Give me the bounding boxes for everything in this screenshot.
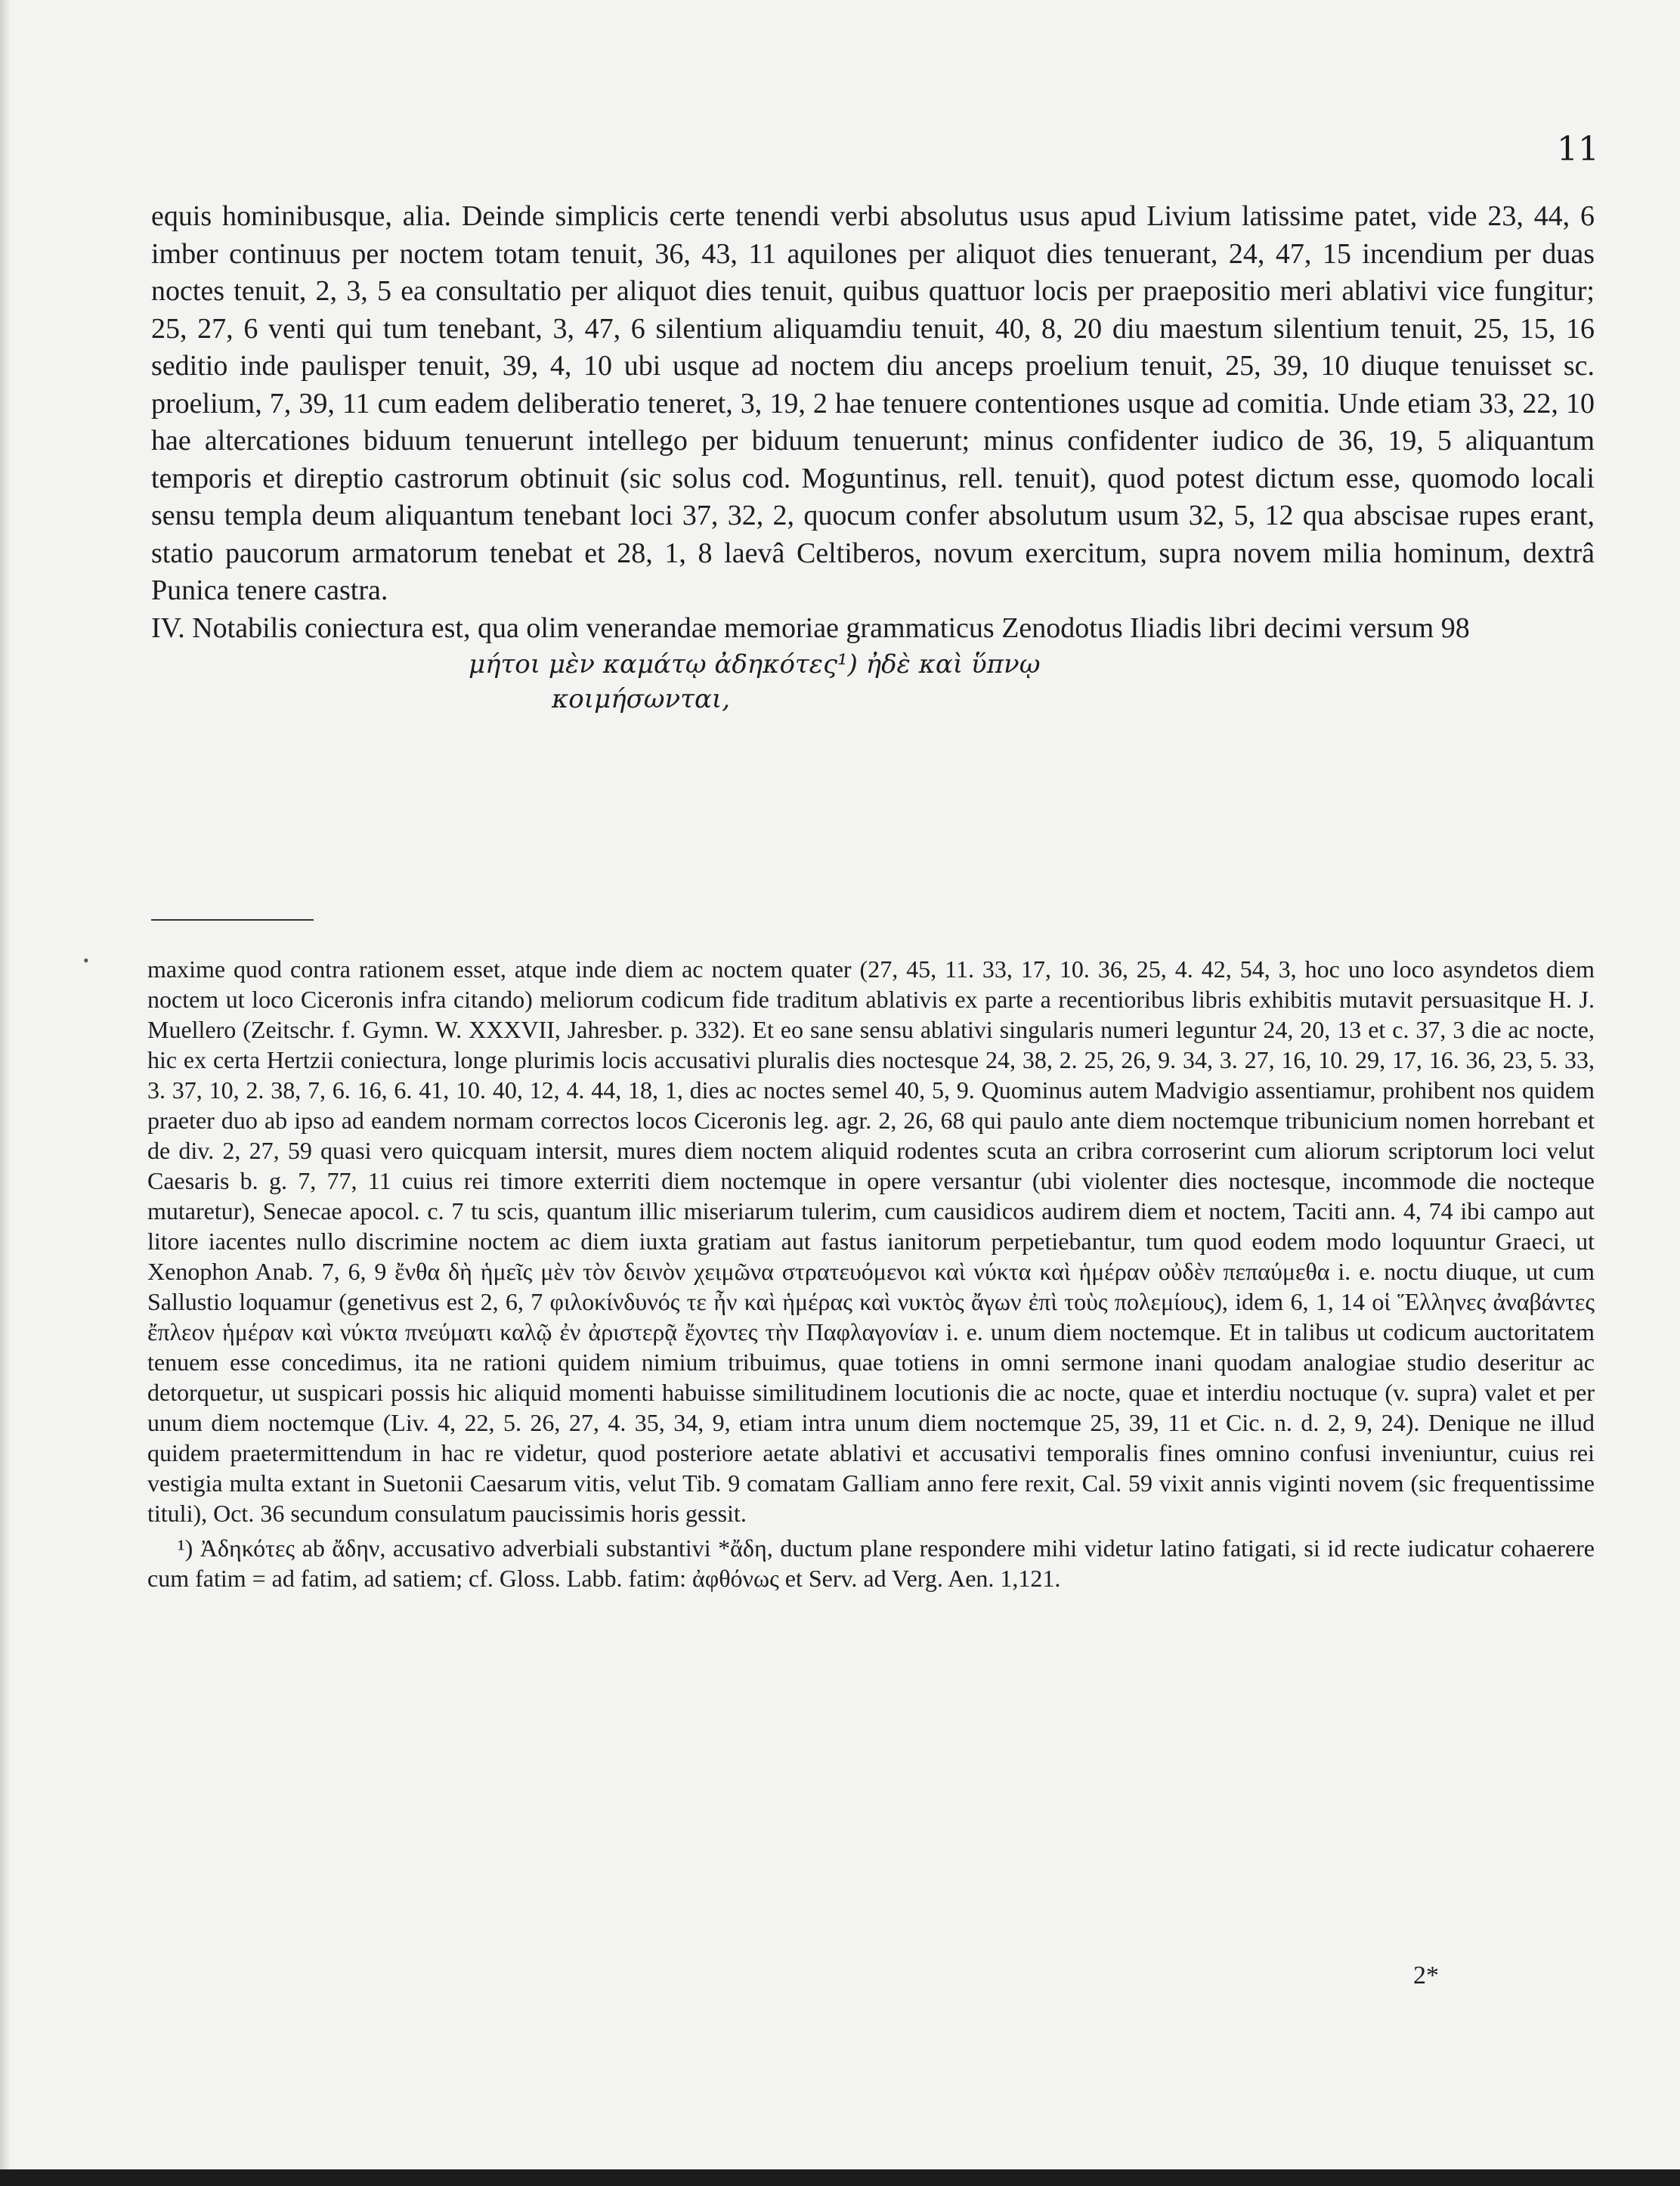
main-paragraph-2: IV. Notabilis coniectura est, qua olim venerandae memoriae grammaticus Zenodotus Iliadis libri decimi versum 98 bbox=[151, 612, 1470, 644]
main-paragraph-1: equis hominibusque, alia. Deinde simplicis certe tenendi verbi absolutus usus apud Livium latissime patet, vide 23, 44, 6 imber continuus per noctem totam tenuit, 36, 43, 11 aquilones per aliquot dies tenuerant, 24, 47, 15 incendium per duas noctes tenuit, 2, 3, 5 ea consultatio per aliquot dies tenuit, quibus quattuor locis per praepositio meri ablativi vice fungitur; 25, 27, 6 venti qui tum tenebant, 3, 47, 6 silentium aliquamdiu tenuit, 40, 8, 20 diu maestum silentium tenuit, 25, 15, 16 seditio inde paulisper tenuit, 39, 4, 10 ubi usque ad noctem diu anceps proelium tenuit, 25, 39, 10 diuque tenuisset sc. proelium, 7, 39, 11 cum eadem deliberatio teneret, 3, 19, 2 hae tenuere contentiones usque ad comitia. Unde etiam 33, 22, 10 hae altercationes biduum tenuerunt intellego per biduum tenuerunt; minus confidenter iudico de 36, 19, 5 aliquantum temporis et direptio castrorum obtinuit (sic solus cod. Moguntinus, rell. tenuit), quod potest dictum esse, quomodo locali sensu templa deum aliquantum tenebant loci 37, 32, 2, quocum confer absolutum usum 32, 5, 12 qua abscisae rupes erant, statio paucorum armatorum tenebat et 28, 1, 8 laevâ Celtiberos, novum exercitum, supra novem milia hominum, dextrâ Punica tenere castra. bbox=[151, 200, 1595, 606]
page-number: 11 bbox=[1557, 130, 1599, 169]
main-text bbox=[151, 198, 1595, 717]
margin-mark: • bbox=[83, 951, 89, 970]
signature-mark: 2* bbox=[1413, 1962, 1439, 1989]
footnotes bbox=[147, 954, 1595, 1593]
verse-line-1: μήτοι μὲν καμάτῳ ἀδηκότες¹) ἠδὲ καὶ ὕπνῳ bbox=[469, 649, 1041, 680]
footnote-1: ¹) Ἀδηκότες ab ἄδην, accusativo adverbiali substantivi *ἄδη, ductum plane respondere mihi videtur latino fatigati, si id recte iudicatur cohaerere cum fatim = ad fatim, ad satiem; cf. Gloss. Labb. fatim: ἀφθόνως et Serv. ad Verg. Aen. 1,121. bbox=[147, 1534, 1595, 1592]
verse-line-2: κοιμήσωνται, bbox=[552, 684, 731, 714]
footnote-rule bbox=[151, 919, 314, 921]
scan-border bbox=[0, 2169, 1680, 2186]
footnote-continuation: maxime quod contra rationem esset, atque inde diem ac noctem quater (27, 45, 11. 33, 17, 10. 36, 25, 4. 42, 54, 3, hoc uno loco asyndetos diem noctem ut loco Ciceronis infra citando) meliorum codicum fide traditum ablativis ex parte a recentioribus libris exhibitis mutavit persuasitque H. J. Muellero (Zeitschr. f. Gymn. W. XXXVII, Jahresber. p. 332). Et eo sane sensu ablativi singularis numeri leguntur 24, 20, 13 et c. 37, 3 die ac nocte, hic ex certa Hertzii coniectura, longe plurimis locis accusativi pluralis dies noctesque 24, 38, 2. 25, 26, 9. 34, 3. 27, 16, 10. 29, 17, 16. 36, 23, 5. 33, 3. 37, 10, 2. 38, 7, 6. 16, 6. 41, 10. 40, 12, 4. 44, 18, 1, dies ac noctes semel 40, 5, 9. Quominus autem Madvigio assentiamur, prohibent nos quidem praeter duo ab ipso ad eandem normam correctos locos Ciceronis leg. agr. 2, 26, 68 qui paulo ante diem noctemque tribunicium nomen horrebant et de div. 2, 27, 59 quasi vero quicquam intersit, mures diem noctem aliquid rodentes scuta an cribra corroserint cum aliorum scriptorum loci velut Caesaris b. g. 7, 77, 11 cuius rei timore exterriti diem noctemque in opere versantur (ubi violenter dies noctesque, incommode die nocteque mutaretur), Senecae apocol. c. 7 tu scis, quantum illic miseriarum tulerim, cum causidicos audirem diem et noctem, Taciti ann. 4, 74 ibi campo aut litore iacentes nullo discrimine noctem ac diem iuxta gratiam aut fastus ianitorum perpetiebantur, tum quod eodem modo loquuntur Graeci, ut Xenophon Anab. 7, 6, 9 ἔνθα δὴ ἡμεῖς μὲν τὸν δεινὸν χειμῶνα στρατευόμενοι καὶ νύκτα καὶ ἡμέραν οὐδὲν πεπαύμεθα i. e. noctu diuque, ut cum Sallustio loquamur (genetivus est 2, 6, 7 φιλοκίνδυνός τε ἦν καὶ ἡμέρας καὶ νυκτὸς ἄγων ἐπὶ τοὺς πολεμίους), idem 6, 1, 14 οἱ Ἕλληνες ἀναβάντες ἔπλεον ἡμέραν καὶ νύκτα πνεύματι καλῷ ἐν ἀριστερᾷ ἔχοντες τὴν Παφλαγονίαν i. e. unum diem noctemque. Et in talibus ut codicum auctoritatem tenuem esse concedimus, ita ne rationi quidem nimium tribuimus, quae totiens in omni sermone inani quodam analogiae studio deseritur ac detorquetur, ut suspicari possis hic aliquid momenti habuisse similitudinem locutionis die ac nocte, quae et interdiu noctuque (v. supra) valet et per unum diem noctemque (Liv. 4, 22, 5. 26, 27, 4. 35, 34, 9, etiam intra unum diem noctemque 25, 39, 11 et Cic. n. d. 2, 9, 24). Denique ne illud quidem praetermittendum in hac re videtur, quod posteriore aetate ablativi et accusativi temporalis fines omnino confusi inveniuntur, cuius rei vestigia multa extant in Suetonii Caesarum vitis, velut Tib. 9 comatam Galliam anno fere rexit, Cal. 59 vixit annis viginti novem (sic frequentissime tituli), Oct. 36 secundum consulatum paucissimis horis gessit. bbox=[147, 955, 1595, 1527]
greek-verse bbox=[151, 647, 1595, 717]
page-edge-shadow bbox=[0, 0, 11, 2169]
